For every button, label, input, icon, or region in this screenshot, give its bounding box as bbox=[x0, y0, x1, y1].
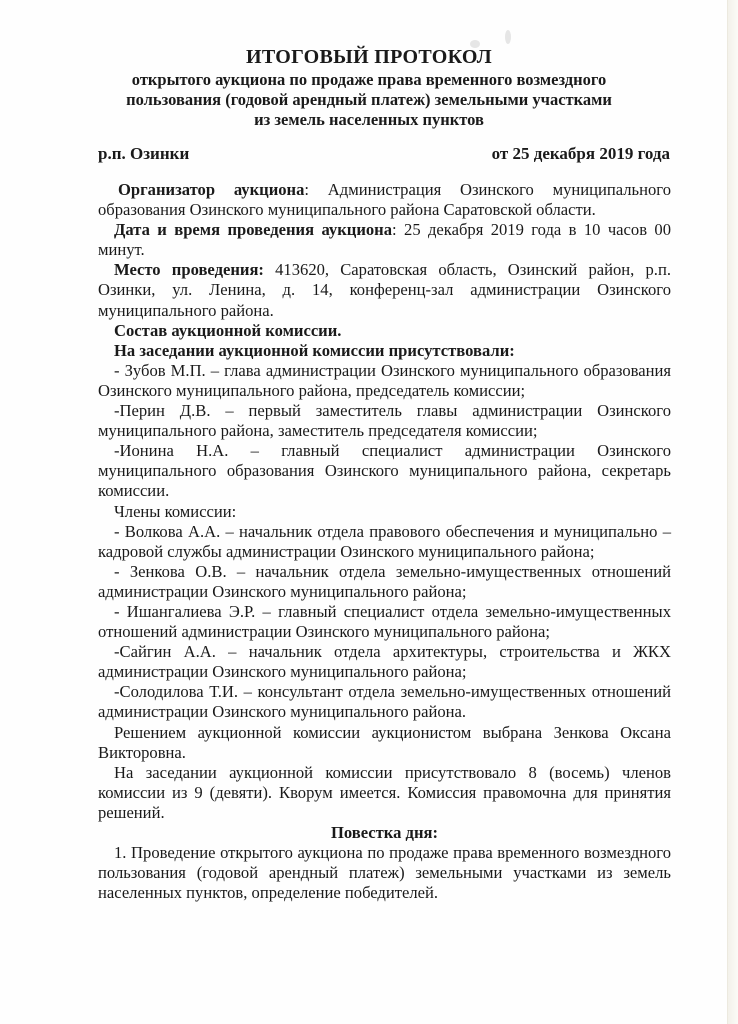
organizer-label: Организатор аукциона bbox=[118, 180, 305, 199]
datetime-text: : 25 декабря 2019 года в 10 часов 00 минут. bbox=[98, 220, 672, 260]
quorum-paragraph: На заседании аукционной комиссии присутствовало 8 (восемь) членов комиссии из 9 (девяти). Кворум имеется. Комиссия правомочна для принятия решений. bbox=[98, 762, 671, 822]
scan-speck bbox=[505, 30, 511, 44]
member-item: -Солодилова Т.И. – консультант отдела земельно-имущественных отношений администрации Озинского муниципального района. bbox=[98, 682, 671, 722]
agenda-item: 1. Проведение открытого аукциона по продаже права временного возмездного пользования (годовой арендный платеж) земельными участками из земель населенных пунктов, определение победителей. bbox=[98, 843, 671, 903]
scan-page-edge bbox=[727, 0, 738, 1024]
document-subtitle bbox=[0, 70, 738, 130]
member-item: - Ишангалиева Э.Р. – главный специалист отдела земельно-имущественных отношений администрации Озинского муниципального района; bbox=[98, 601, 671, 642]
commission-heading: Состав аукционной комиссии. bbox=[114, 320, 342, 340]
place: р.п. Озинки bbox=[98, 144, 190, 163]
datetime-label: Дата и время проведения аукциона bbox=[114, 220, 393, 240]
leader-item: -Ионина Н.А. – главный специалист администрации Озинского муниципального образования Озинского муниципального района, секретарь комиссии. bbox=[98, 441, 671, 501]
agenda-heading: Повестка дня: bbox=[330, 823, 439, 842]
subtitle-line: из земель населенных пунктов bbox=[254, 110, 484, 129]
present-heading: На заседании аукционной комиссии присутствовали: bbox=[114, 340, 515, 360]
member-item: -Сайгин А.А. – начальник отдела архитектуры, строительства и ЖКХ администрации Озинского муниципального района; bbox=[98, 642, 671, 682]
subtitle-line: пользования (годовой арендный платеж) земельными участками bbox=[126, 90, 612, 109]
member-item: - Зенкова О.В. – начальник отдела земельно-имущественных отношений администрации Озинского муниципального района; bbox=[98, 561, 671, 601]
member-item: - Волкова А.А. – начальник отдела правового обеспечения и муниципально – кадровой службы администрации Озинского муниципального района; bbox=[98, 521, 671, 561]
organizer-text: : Администрация Озинского муниципального образования Озинского муниципального района Саратовской области. bbox=[98, 180, 671, 220]
datetime-paragraph bbox=[98, 220, 671, 260]
venue-paragraph bbox=[98, 260, 671, 320]
place-date-row bbox=[98, 144, 670, 164]
leader-item: -Перин Д.В. – первый заместитель главы администрации Озинского муниципального района, заместитель председателя комиссии; bbox=[98, 401, 671, 441]
leader-item: - Зубов М.П. – глава администрации Озинского муниципального образования Озинского муниципального района, председатель комиссии; bbox=[98, 360, 671, 400]
members-heading: Члены комиссии: bbox=[114, 501, 237, 521]
venue-label: Место проведения: bbox=[114, 260, 264, 280]
subtitle-line: открытого аукциона по продаже права временного возмездного bbox=[131, 70, 607, 89]
organizer-paragraph bbox=[98, 180, 671, 220]
venue-text: 413620, Саратовская область, Озинский район, р.п. Озинки, ул. Ленина, д. 14, конференц-зал администрации Озинского муниципального района. bbox=[98, 260, 671, 320]
document-title: ИТОГОВЫЙ ПРОТОКОЛ bbox=[246, 46, 492, 68]
document-body bbox=[98, 180, 671, 903]
date: от 25 декабря 2019 года bbox=[491, 144, 670, 163]
auctioneer-decision: Решением аукционной комиссии аукционистом выбрана Зенкова Оксана Викторовна. bbox=[98, 722, 671, 762]
